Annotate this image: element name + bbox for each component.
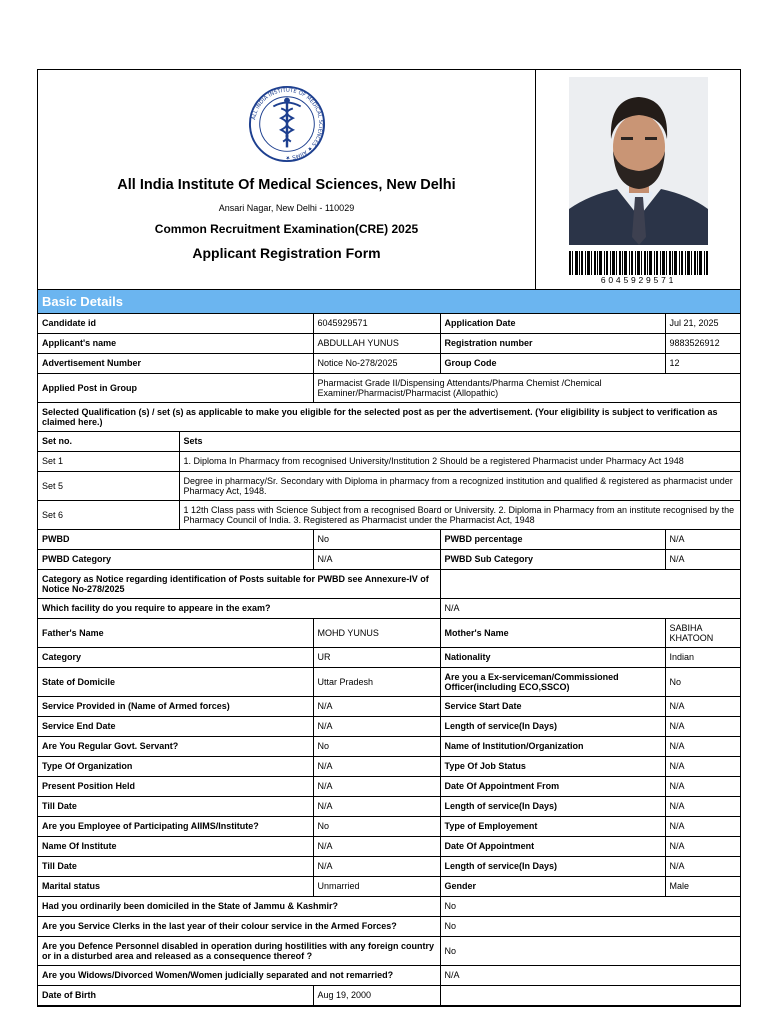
exam-facility-value: N/A	[440, 599, 740, 619]
till-date-value: N/A	[313, 857, 440, 877]
service-end-label: Service End Date	[38, 717, 313, 737]
institute-name-label: Name Of Institute	[38, 837, 313, 857]
qualification-note: Selected Qualification (s) / set (s) as applicable to make you eligible for the selected post as per the advertisement. (Your eligibility is subject to verification as claimed here.)	[38, 403, 740, 432]
dob-blank	[440, 986, 740, 1006]
service-length-label: Length of service(In Days)	[440, 797, 665, 817]
table-row	[38, 403, 740, 432]
institution-org-value: N/A	[665, 737, 740, 757]
employment-type-value: N/A	[665, 817, 740, 837]
govt-servant-label: Are You Regular Govt. Servant?	[38, 737, 313, 757]
widow-divorced-label: Are you Widows/Divorced Women/Women judicially separated and not remarried?	[38, 966, 440, 986]
service-clerks-value: No	[440, 917, 740, 937]
pwbd-percentage-label: PWBD percentage	[440, 530, 665, 550]
jk-domicile-value: No	[440, 897, 740, 917]
dob-label: Date of Birth	[38, 986, 313, 1006]
form-header	[38, 70, 740, 290]
table-row	[38, 530, 740, 550]
set-name: Set 6	[38, 501, 179, 530]
details-table	[38, 314, 740, 1006]
table-row	[38, 797, 740, 817]
table-row	[38, 354, 740, 374]
candidate-id-value: 6045929571	[313, 314, 440, 334]
appointment-date-value: N/A	[665, 837, 740, 857]
applied-post-value: Pharmacist Grade II/Dispensing Attendants/Pharma Chemist /Chemical Examiner/Pharmacist/Pharmacist (Allopathic)	[313, 374, 740, 403]
advertisement-number-label: Advertisement Number	[38, 354, 313, 374]
group-code-label: Group Code	[440, 354, 665, 374]
service-length-label: Length of service(In Days)	[440, 717, 665, 737]
aiims-employee-value: No	[313, 817, 440, 837]
pwbd-annexure-label: Category as Notice regarding identification of Posts suitable for PWBD see Annexure-IV of Notice No-278/2025	[38, 570, 440, 599]
table-row	[38, 757, 740, 777]
table-row	[38, 717, 740, 737]
form-title: Applicant Registration Form	[192, 245, 381, 261]
table-row	[38, 966, 740, 986]
table-row	[38, 314, 740, 334]
applicant-name-label: Applicant's name	[38, 334, 313, 354]
table-row	[38, 550, 740, 570]
set-text: 1. Diploma In Pharmacy from recognised University/Institution 2 Should be a registered Pharmacist under Pharmacy Act 1948	[179, 452, 740, 472]
registration-form	[37, 69, 741, 1007]
applicant-name-value: ABDULLAH YUNUS	[313, 334, 440, 354]
armed-forces-value: N/A	[313, 697, 440, 717]
pwbd-annexure-value	[440, 570, 740, 599]
ex-serviceman-label: Are you a Ex-serviceman/Commissioned Officer(including ECO,SSCO)	[440, 668, 665, 697]
category-label: Category	[38, 648, 313, 668]
set-text: Degree in pharmacy/Sr. Secondary with Diploma in pharmacy from a recognized institution and qualified & registered as pharmacist under Pharmacy Act, 1948.	[179, 472, 740, 501]
table-row	[38, 648, 740, 668]
father-name-value: MOHD YUNUS	[313, 619, 440, 648]
marital-status-label: Marital status	[38, 877, 313, 897]
armed-forces-label: Service Provided in (Name of Armed forces)	[38, 697, 313, 717]
advertisement-number-value: Notice No-278/2025	[313, 354, 440, 374]
table-row	[38, 668, 740, 697]
service-start-label: Service Start Date	[440, 697, 665, 717]
institution-org-label: Name of Institution/Organization	[440, 737, 665, 757]
set-text: 1 12th Class pass with Science Subject from a recognised Board or University. 2. Diploma in Pharmacy from an institute recognised by the Pharmacy Council of India. 3. Registered as Pharmacist under the Pharmacist Act, 1948	[179, 501, 740, 530]
applied-post-label: Applied Post in Group	[38, 374, 313, 403]
appointment-from-label: Date Of Appointment From	[440, 777, 665, 797]
set-no-header: Set no.	[38, 432, 179, 452]
table-row	[38, 817, 740, 837]
father-name-label: Father's Name	[38, 619, 313, 648]
category-value: UR	[313, 648, 440, 668]
till-date-value: N/A	[313, 797, 440, 817]
nationality-value: Indian	[665, 648, 740, 668]
application-date-label: Application Date	[440, 314, 665, 334]
table-row	[38, 897, 740, 917]
candidate-id-label: Candidate id	[38, 314, 313, 334]
till-date-label: Till Date	[38, 797, 313, 817]
appointment-from-value: N/A	[665, 777, 740, 797]
present-position-label: Present Position Held	[38, 777, 313, 797]
application-date-value: Jul 21, 2025	[665, 314, 740, 334]
govt-servant-value: No	[313, 737, 440, 757]
aiims-logo-icon	[248, 85, 326, 163]
registration-number-label: Registration number	[440, 334, 665, 354]
table-row	[38, 334, 740, 354]
registration-number-value: 9883526912	[665, 334, 740, 354]
marital-status-value: Unmarried	[313, 877, 440, 897]
group-code-value: 12	[665, 354, 740, 374]
pwbd-category-label: PWBD Category	[38, 550, 313, 570]
dob-value: Aug 19, 2000	[313, 986, 440, 1006]
institute-name-value: N/A	[313, 837, 440, 857]
table-row	[38, 857, 740, 877]
exam-facility-label: Which facility do you require to appeare in the exam?	[38, 599, 440, 619]
table-row	[38, 937, 740, 966]
table-row	[38, 619, 740, 648]
job-status-label: Type Of Job Status	[440, 757, 665, 777]
service-length-value: N/A	[665, 797, 740, 817]
defence-disabled-value: No	[440, 937, 740, 966]
service-start-value: N/A	[665, 697, 740, 717]
table-row	[38, 374, 740, 403]
table-row	[38, 432, 740, 452]
table-row	[38, 697, 740, 717]
domicile-label: State of Domicile	[38, 668, 313, 697]
defence-disabled-label: Are you Defence Personnel disabled in operation during hostilities with any foreign country or in a disturbed area and released as a consequence thereof ?	[38, 937, 440, 966]
header-title-block	[38, 70, 536, 289]
pwbd-percentage-value: N/A	[665, 530, 740, 550]
table-row	[38, 777, 740, 797]
mother-name-label: Mother's Name	[440, 619, 665, 648]
service-length-value: N/A	[665, 717, 740, 737]
service-length-label: Length of service(In Days)	[440, 857, 665, 877]
till-date-label: Till Date	[38, 857, 313, 877]
table-row	[38, 570, 740, 599]
pwbd-category-value: N/A	[313, 550, 440, 570]
service-clerks-label: Are you Service Clerks in the last year of their colour service in the Armed Forces?	[38, 917, 440, 937]
exam-name: Common Recruitment Examination(CRE) 2025	[154, 222, 419, 236]
table-row	[38, 877, 740, 897]
employment-type-label: Type of Employement	[440, 817, 665, 837]
present-position-value: N/A	[313, 777, 440, 797]
institute-address: Ansari Nagar, New Delhi - 110029	[218, 203, 355, 213]
table-row	[38, 501, 740, 530]
service-end-value: N/A	[313, 717, 440, 737]
barcode-number: 6045929571	[600, 275, 677, 285]
table-row	[38, 452, 740, 472]
aiims-employee-label: Are you Employee of Participating AIIMS/Institute?	[38, 817, 313, 837]
sets-header: Sets	[179, 432, 740, 452]
set-name: Set 1	[38, 452, 179, 472]
ex-serviceman-value: No	[665, 668, 740, 697]
barcode-icon	[569, 251, 708, 275]
mother-name-value: SABIHA KHATOON	[665, 619, 740, 648]
job-status-value: N/A	[665, 757, 740, 777]
jk-domicile-label: Had you ordinarily been domiciled in the State of Jammu & Kashmir?	[38, 897, 440, 917]
institute-name: All India Institute Of Medical Sciences, New Delhi	[117, 177, 456, 193]
table-row	[38, 737, 740, 757]
svg-text:ALL INDIA INSTITUTE OF MEDICAL: ALL INDIA INSTITUTE OF MEDICAL SCIENCES ★ AIIMS ★	[251, 87, 324, 161]
org-type-value: N/A	[313, 757, 440, 777]
nationality-label: Nationality	[440, 648, 665, 668]
pwbd-sub-category-label: PWBD Sub Category	[440, 550, 665, 570]
table-row	[38, 986, 740, 1006]
pwbd-value: No	[313, 530, 440, 550]
table-row	[38, 837, 740, 857]
gender-value: Male	[665, 877, 740, 897]
table-row	[38, 599, 740, 619]
set-name: Set 5	[38, 472, 179, 501]
widow-divorced-value: N/A	[440, 966, 740, 986]
appointment-date-label: Date Of Appointment	[440, 837, 665, 857]
pwbd-sub-category-value: N/A	[665, 550, 740, 570]
org-type-label: Type Of Organization	[38, 757, 313, 777]
table-row	[38, 917, 740, 937]
applicant-photo	[569, 77, 708, 245]
gender-label: Gender	[440, 877, 665, 897]
domicile-value: Uttar Pradesh	[313, 668, 440, 697]
pwbd-label: PWBD	[38, 530, 313, 550]
section-title-basic-details: Basic Details	[38, 290, 740, 314]
service-length-value: N/A	[665, 857, 740, 877]
table-row	[38, 472, 740, 501]
